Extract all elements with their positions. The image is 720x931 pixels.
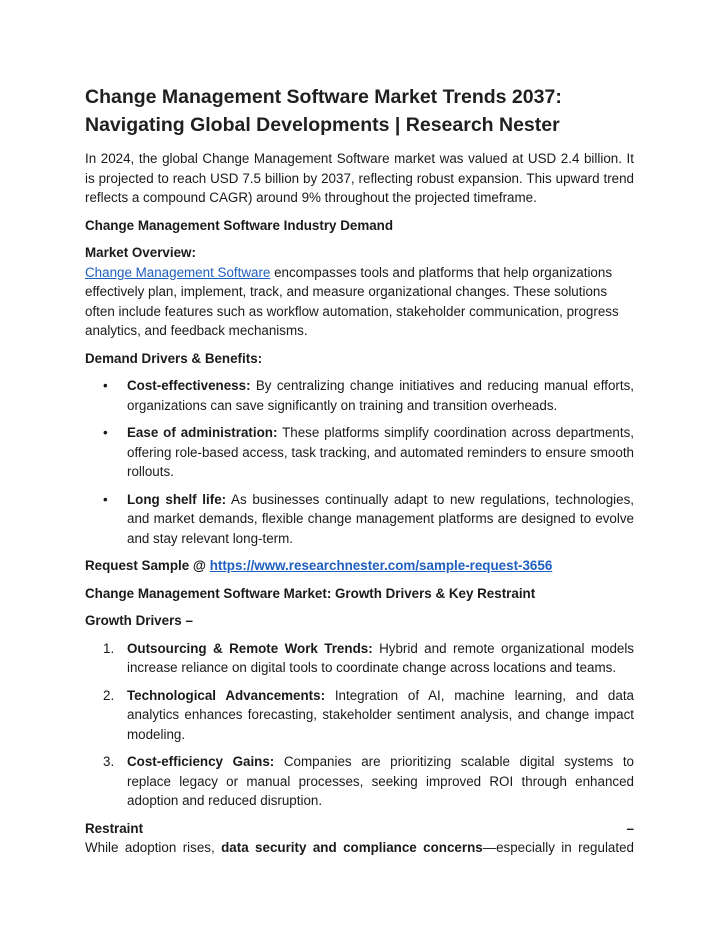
intro-paragraph: In 2024, the global Change Management Software market was valued at USD 2.4 billion. It is projected to reach USD 7.5 billion by 2037, reflecting robust expansion. This upward trend reflects a compound CAGR) around 9% throughout the projected timeframe.	[85, 151, 634, 205]
section-heading-demand: Change Management Software Industry Demand	[85, 217, 394, 233]
market-overview-heading: Market Overview:	[85, 245, 196, 260]
request-sample-link[interactable]: https://www.researchnester.com/sample-request-3656	[209, 558, 553, 573]
list-item-label: Technological Advancements:	[127, 687, 326, 703]
list-item-text: Hybrid and remote organizational models increase reliance on digital tools to coordinate change across locations and teams.	[127, 640, 635, 675]
list-item-label: Cost-efficiency Gains:	[127, 754, 275, 769]
growth-drivers-heading: Growth Drivers –	[85, 613, 193, 628]
list-item-label: Outsourcing & Remote Work Trends:	[127, 640, 373, 656]
change-management-software-link[interactable]: Change Management Software	[85, 264, 271, 280]
list-item	[85, 686, 634, 745]
restraint-bold-text: data security and compliance concerns	[221, 840, 483, 855]
list-item-label: Ease of administration:	[127, 425, 278, 440]
list-item	[85, 639, 634, 678]
list-item-text: Integration of AI, machine learning, and data analytics enhances forecasting, stakeholder sentiment analysis, and change impact modeling.	[127, 687, 634, 742]
list-number: 3.	[103, 754, 115, 769]
demand-drivers-list	[85, 376, 634, 548]
list-item-label: Long shelf life:	[127, 491, 227, 507]
restraint-paragraph	[85, 838, 634, 858]
list-item-text: These platforms simplify coordination across departments, offering role-based access, task tracking, and automated reminders to ensure smooth rollouts.	[127, 425, 634, 479]
section-heading-growth: Change Management Software Market: Growth Drivers & Key Restraint	[85, 585, 536, 601]
bullet-icon: •	[103, 425, 108, 440]
demand-drivers-heading: Demand Drivers & Benefits:	[85, 350, 263, 366]
growth-drivers-list	[85, 639, 634, 811]
list-item-text: Companies are prioritizing scalable digital systems to replace legacy or manual processes, seeking improved ROI through enhanced adoption and reduced disruption.	[127, 754, 634, 808]
request-sample-line	[85, 556, 634, 576]
list-item	[85, 376, 634, 415]
restraint-dash: –	[626, 820, 634, 836]
restraint-heading: Restraint	[85, 820, 144, 836]
market-overview-paragraph	[85, 263, 634, 341]
restraint-text-before: While adoption rises,	[85, 840, 222, 855]
bullet-icon: •	[103, 491, 108, 507]
list-number: 1.	[103, 640, 115, 656]
list-item-text: By centralizing change initiatives and reducing manual efforts, organizations can save significantly on training and transition overheads.	[127, 378, 634, 413]
list-item-text: As businesses continually adapt to new regulations, technologies, and market demands, flexible change management platforms are designed to evolve and stay relevant long-term.	[127, 491, 635, 546]
market-overview-text: encompasses tools and platforms that help organizations effectively plan, implement, track, and measure organizational changes. These solutions often include features such as workflow automation, stakeholder communication, progress analytics, and feedback mechanisms.	[85, 264, 619, 338]
bullet-icon: •	[103, 378, 108, 393]
list-item	[85, 752, 634, 811]
page-title: Change Management Software Market Trends 2037: Navigating Global Developments | Research Nester	[85, 86, 562, 136]
restraint-heading-row	[85, 819, 634, 839]
list-item	[85, 423, 634, 482]
request-sample-label: Request Sample @	[85, 558, 210, 573]
list-item-label: Cost-effectiveness:	[127, 378, 251, 393]
list-item	[85, 490, 634, 549]
list-number: 2.	[103, 687, 115, 703]
restraint-text-after: —especially in regulated	[482, 840, 634, 855]
